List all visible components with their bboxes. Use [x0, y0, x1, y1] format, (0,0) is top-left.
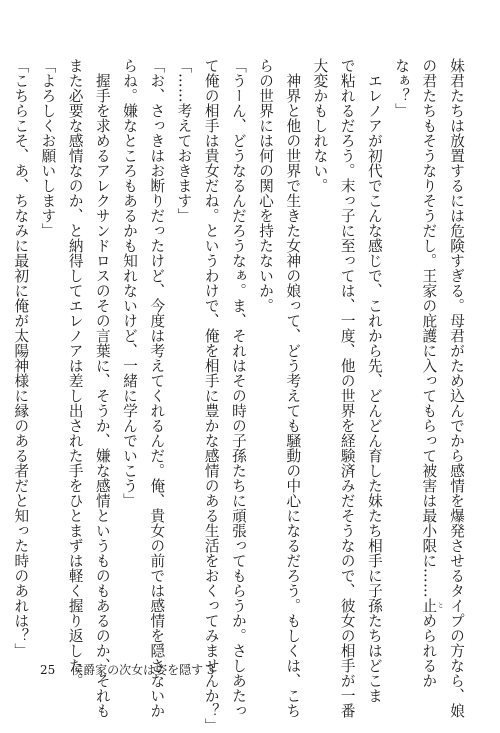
text-line: 「……考えておきます」 — [175, 58, 193, 223]
text-line: 「よろしくお願いします」 — [39, 58, 57, 238]
text-line: で粘れるだろう。末っ子に至っては、一度、他の世界を経験済みだそうなので、彼女の相手が一番 — [338, 58, 356, 718]
text-line: 握手を求めるアレクサンドロスのその言葉に、そうか、嫌な感情というものもあるのか、それも — [93, 58, 111, 718]
text-line: 神界と他の世界で生きた女神の娘って、どう考えても騒動の中心になるだろう。もしくは、こち — [284, 58, 302, 718]
text-line: 「お、さっきはお断りだったけど、今度は考えてくれるんだ。俺、貴女の前では感情を隠さないか — [148, 58, 166, 718]
text-line: らね。嫌なところもあるかも知れないけど、一緒に学んでいこう」 — [121, 58, 139, 508]
text-line: の君たちもそうなりそうだし。王家の庇護に入ってもらって被害は最小限に……止 とめられるか — [420, 58, 444, 688]
ruby-reading: と — [436, 598, 444, 613]
text-line: て俺の相手は貴女だね。というわけで、俺を相手に豊かな感情のある生活をおくってみませんか？」 — [202, 58, 220, 733]
book-title: 侯爵家の次女は姿を隠す 3 — [71, 663, 215, 677]
text-line: 大変かもしれない。 — [311, 58, 329, 193]
text-line: なぁ？」 — [393, 58, 411, 118]
text-line: らの世界には何の関心を持たないか。 — [257, 58, 275, 313]
page-number: 25 — [40, 663, 56, 677]
text-line: 「うーん、どうなるんだろうなぁ。ま、それはその時の子孫たちに頑張ってもらうか。さしあたっ — [229, 58, 247, 718]
page-footer — [40, 663, 215, 677]
text-line: 「こちらこそ、あ、ちなみに最初に俺が太陽神様に縁のある者だと知った時のあれは？」 — [12, 58, 30, 658]
text-line: エレノアが初代でこんな感じで、これから先、どんどん育した妹たち相手に子孫たちはどこま — [365, 58, 383, 703]
text-line: 妹君たちは放置するには危険すぎる。母君がため込んでから感情を爆発させるタイプの方なら、娘 — [448, 58, 465, 718]
text-line: また必要な感情なのか、と納得してエレノアは差し出された手をひとまずは軽く握り返した。 — [66, 58, 84, 688]
ruby-annotation: 止 と — [420, 598, 444, 613]
